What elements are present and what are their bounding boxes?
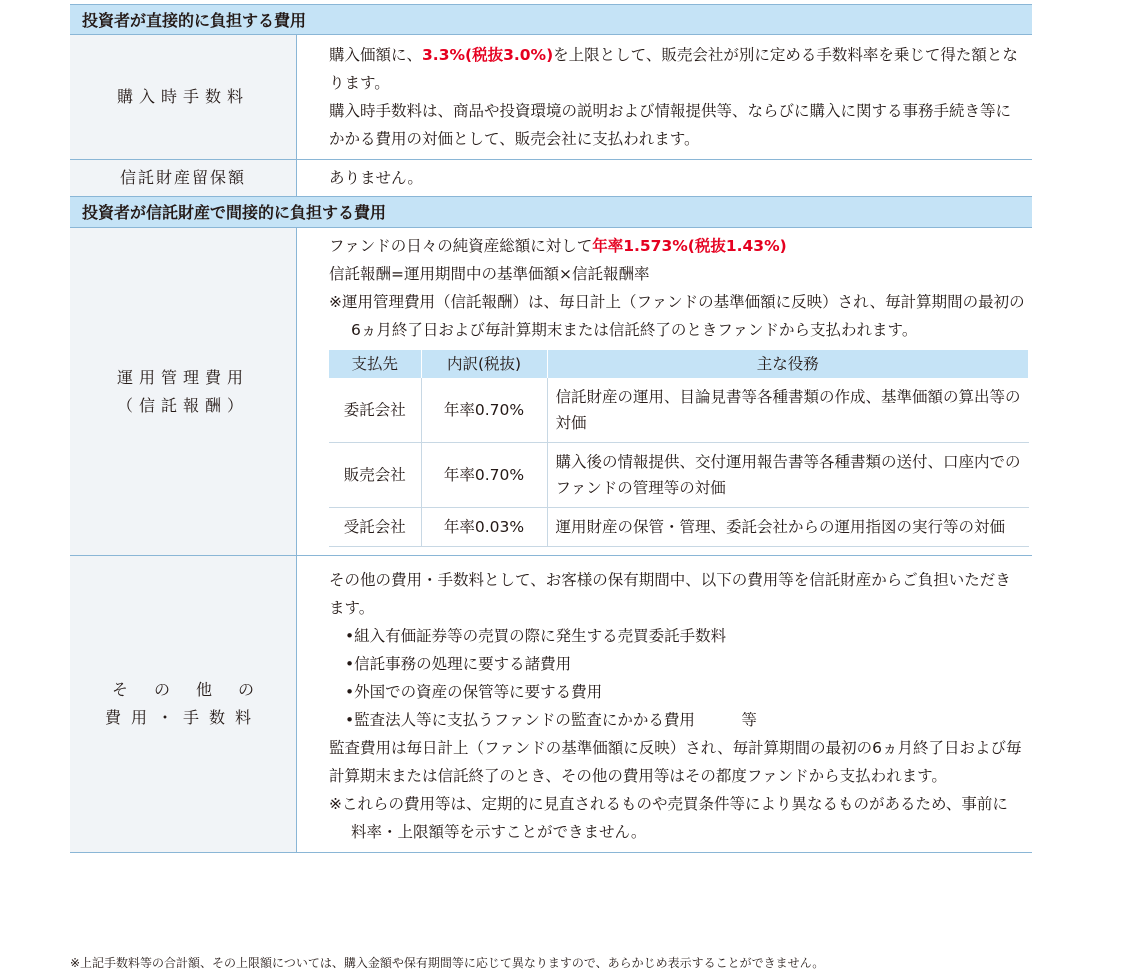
management-fee-content (297, 228, 1039, 555)
section-direct-costs-header: 投資者が直接的に負担する費用 (70, 4, 1032, 35)
breakdown-header-payee: 支払先 (329, 350, 421, 378)
breakdown-rate: 年率0.70% (421, 378, 547, 443)
table-row (329, 378, 1029, 443)
breakdown-rate: 年率0.70% (421, 443, 547, 508)
breakdown-header-rate: 内訳(税抜) (421, 350, 547, 378)
section-indirect-costs-header: 投資者が信託財産で間接的に負担する費用 (70, 197, 1032, 228)
list-item: •監査法人等に支払うファンドの監査にかかる費用 等 (345, 711, 757, 729)
fee-table (70, 4, 1032, 853)
breakdown-header-row (329, 350, 1029, 378)
purchase-fee-line1 (329, 41, 1022, 97)
management-fee-line1 (329, 232, 1029, 260)
purchase-fee-label: 購入時手数料 (70, 35, 297, 159)
management-fee-text: ファンドの日々の純資産総額に対して (329, 237, 593, 255)
breakdown-rate: 年率0.03% (421, 508, 547, 547)
purchase-fee-text-cont: を上限として、販売会社が別に定める手数料率を乗じて得た額となります。 (329, 46, 1018, 92)
purchase-fee-content (297, 35, 1032, 159)
management-fee-formula: 信託報酬=運用期間中の基準価額×信託報酬率 (329, 265, 650, 283)
other-fees-row (70, 556, 1032, 853)
management-fee-label (70, 228, 297, 555)
other-fees-note: ※これらの費用等は、定期的に見直されるものや売買条件等により異なるものがあるため、事前に料率・上限額等を示すことができません。 (329, 795, 1008, 841)
management-fee-label-line2: （信託報酬） (116, 395, 249, 415)
other-fees-content (297, 556, 1032, 852)
table-row (329, 508, 1029, 547)
management-fee-note: ※運用管理費用（信託報酬）は、毎日計上（ファンドの基準価額に反映）され、毎計算期間の最初の6ヵ月終了日および毎計算期末または信託終了のときファンドから支払われます。 (329, 293, 1025, 339)
other-fees-intro: その他の費用・手数料として、お客様の保有期間中、以下の費用等を信託財産からご負担いただきます。 (329, 571, 1011, 617)
fee-breakdown-table (329, 350, 1029, 547)
breakdown-service: 購入後の情報提供、交付運用報告書等各種書類の送付、口座内でのファンドの管理等の対価 (547, 443, 1029, 508)
other-fees-label-line2: 費用・手数料 (104, 708, 261, 727)
breakdown-header-service: 主な役務 (547, 350, 1029, 378)
footnote: ※上記手数料等の合計額、その上限額については、購入金額や保有期間等に応じて異なりますので、あらかじめ表示することができません。 (70, 956, 825, 970)
management-fee-label-line1: 運用管理費用 (116, 367, 249, 387)
breakdown-service: 信託財産の運用、目論見書等各種書類の作成、基準価額の算出等の対価 (547, 378, 1029, 443)
breakdown-payee: 受託会社 (329, 508, 421, 547)
list-item: •信託事務の処理に要する諸費用 (345, 655, 572, 673)
list-item: •外国での資産の保管等に要する費用 (345, 683, 603, 701)
retention-value: ありません。 (329, 169, 423, 187)
other-fees-label-line1: その他の (111, 680, 280, 699)
list-item: •組入有価証券等の売買の際に発生する売買委託手数料 (345, 627, 727, 645)
purchase-fee-row (70, 35, 1032, 160)
table-row (329, 443, 1029, 508)
management-fee-row (70, 228, 1032, 556)
other-fees-label (70, 556, 297, 852)
management-fee-rate: 年率1.573%(税抜1.43%) (592, 237, 787, 255)
breakdown-service: 運用財産の保管・管理、委託会社からの運用指図の実行等の対価 (547, 508, 1029, 547)
purchase-fee-rate: 3.3%(税抜3.0%) (422, 46, 554, 64)
other-fees-audit: 監査費用は毎日計上（ファンドの基準価額に反映）され、毎計算期間の最初の6ヵ月終了日および毎計算期末または信託終了のとき、その他の費用等はその都度ファンドから支払われます。 (329, 739, 1022, 785)
retention-row (70, 160, 1032, 197)
breakdown-payee: 販売会社 (329, 443, 421, 508)
breakdown-payee: 委託会社 (329, 378, 421, 443)
retention-label: 信託財産留保額 (70, 160, 297, 196)
purchase-fee-text: 購入価額に、 (329, 46, 423, 64)
purchase-fee-line2: 購入時手数料は、商品や投資環境の説明および情報提供等、ならびに購入に関する事務手続き等にかかる費用の対価として、販売会社に支払われます。 (329, 102, 1012, 148)
